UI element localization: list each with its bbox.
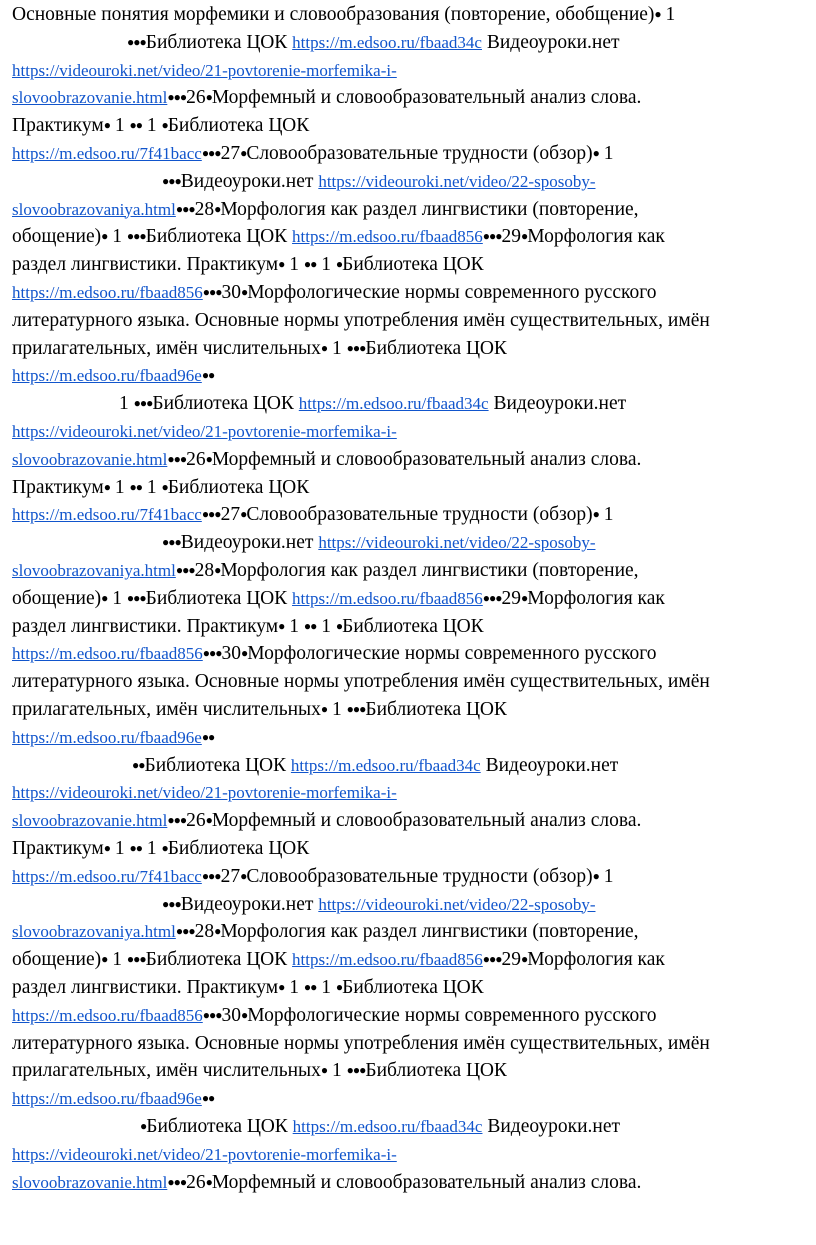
text-line	[12, 641, 656, 667]
text-line	[12, 530, 595, 556]
line-text: Видеоуроки.нет	[480, 754, 619, 776]
line-text: раздел лингвистики. Практикум	[12, 977, 279, 998]
line-text: Морфемный и словообразовательный анализ слова.	[211, 810, 642, 832]
text-line	[12, 975, 484, 1001]
bullet-dot-icon: ●●●	[162, 173, 181, 188]
text-line	[12, 419, 397, 445]
bullet-dot-icon: ●	[521, 952, 528, 967]
bullet-dot-icon: ●	[161, 118, 168, 133]
line-text: Библиотека ЦОК	[365, 337, 507, 359]
line-text: 28	[194, 560, 215, 581]
bullet-dot-icon: ●	[214, 563, 221, 577]
line-text: Морфология как раздел лингвистики (повторение,	[220, 198, 639, 220]
bullet-dot-icon: ●	[241, 646, 248, 661]
bullet-dot-icon: ●●●	[126, 229, 146, 244]
bullet-dot-icon: ●	[320, 1063, 328, 1078]
resource-link[interactable]: slovoobrazovaniya.html	[12, 199, 176, 219]
text-line	[12, 280, 656, 306]
text-line	[12, 308, 710, 334]
text-line	[12, 808, 641, 834]
text-line	[12, 252, 484, 278]
text-line	[12, 113, 309, 139]
bullet-dot-icon: ●	[101, 229, 108, 244]
bullet-dot-icon: ●	[101, 952, 108, 967]
bullet-dot-icon: ●	[320, 340, 328, 355]
text-line	[12, 363, 214, 389]
line-text: 28	[194, 921, 215, 943]
bullet-dot-icon: ●	[240, 868, 247, 883]
line-text: 1	[107, 949, 127, 971]
bullet-dot-icon: ●●●	[202, 646, 222, 661]
line-text: 1	[284, 615, 304, 637]
line-text: 27	[220, 143, 241, 164]
bullet-dot-icon: ●●	[129, 118, 142, 133]
bullet-dot-icon: ●	[592, 507, 599, 522]
line-text: 1	[327, 699, 347, 720]
line-text: литературного языка. Основные нормы употребления имён существительных, имён	[12, 1032, 710, 1054]
line-text: 1	[109, 838, 130, 859]
bullet-dot-icon: ●●	[129, 841, 142, 855]
line-text: 29	[501, 226, 522, 248]
resource-link[interactable]: https://m.edsoo.ru/fbaad856	[12, 644, 203, 664]
bullet-dot-icon: ●●●	[482, 952, 502, 967]
bullet-dot-icon: ●	[103, 479, 110, 494]
resource-link[interactable]: slovoobrazovanie.html	[12, 88, 168, 108]
bullet-dot-icon: ●	[240, 507, 247, 522]
bullet-dot-icon: ●●	[303, 980, 317, 994]
line-text: Видеоуроки.нет	[180, 893, 319, 915]
line-text: 1	[119, 393, 134, 415]
text-line	[12, 1031, 710, 1057]
line-text: Видеоуроки.нет	[481, 31, 620, 53]
line-text: раздел лингвистики. Практикум	[12, 254, 279, 276]
line-text: Практикум	[12, 476, 104, 498]
text-line	[12, 30, 620, 56]
line-text: 26	[186, 448, 206, 470]
line-text: Морфологические нормы современного русского	[247, 282, 657, 303]
resource-link[interactable]: https://m.edsoo.ru/fbaad856	[292, 950, 483, 970]
bullet-dot-icon: ●●●	[201, 868, 221, 883]
line-text: Библиотека ЦОК	[365, 699, 507, 720]
resource-link[interactable]: https://videouroki.net/video/21-povtorenie-morfemika-i-	[12, 1144, 397, 1164]
resource-link[interactable]: https://m.edsoo.ru/fbaad34c	[292, 1117, 483, 1136]
bullet-dot-icon: ●	[592, 868, 599, 883]
line-text: Видеоуроки.нет	[180, 532, 319, 554]
bullet-dot-icon: ●●	[303, 257, 317, 272]
line-text: 1	[109, 115, 130, 137]
bullet-dot-icon: ●●●	[346, 1063, 366, 1078]
text-line	[12, 864, 613, 890]
line-text: 29	[501, 949, 522, 971]
line-text: 26	[186, 1171, 206, 1193]
text-line	[12, 892, 595, 918]
bullet-dot-icon: ●●●	[167, 451, 187, 466]
bullet-dot-icon: ●●●	[133, 396, 153, 411]
text-line	[12, 669, 710, 695]
bullet-dot-icon: ●●●	[175, 563, 195, 577]
line-text: Библиотека ЦОК	[145, 587, 293, 609]
line-text: Словообразовательные трудности (обзор)	[246, 865, 593, 887]
line-text: Морфология как раздел лингвистики (повторение,	[220, 560, 639, 581]
bullet-dot-icon: ●●●	[482, 590, 502, 605]
line-text: Словообразовательные трудности (обзор)	[246, 504, 593, 526]
bullet-dot-icon: ●	[103, 118, 110, 133]
line-text: Видеоуроки.нет	[488, 393, 627, 415]
resource-link[interactable]: https://m.edsoo.ru/fbaad856	[12, 1005, 203, 1025]
text-line	[12, 697, 507, 723]
line-text: 1	[316, 977, 336, 998]
text-line	[12, 502, 613, 528]
line-text: 1	[598, 865, 614, 887]
resource-link[interactable]: https://m.edsoo.ru/fbaad34c	[298, 394, 489, 414]
line-text: Библиотека ЦОК	[167, 476, 310, 498]
line-text: Видеоуроки.нет	[482, 1116, 621, 1137]
text-line	[12, 947, 665, 973]
bullet-dot-icon: ●●●	[167, 1174, 187, 1189]
line-text: 28	[194, 198, 215, 220]
line-text: 30	[221, 282, 242, 303]
line-text: прилагательных, имён числительных	[12, 699, 321, 720]
line-text: Морфология как раздел лингвистики (повторение,	[220, 921, 639, 943]
bullet-dot-icon: ●●●	[201, 146, 221, 160]
bullet-dot-icon: ●	[278, 980, 285, 994]
line-text: Практикум	[12, 115, 104, 137]
bullet-dot-icon: ●●●	[482, 229, 502, 244]
line-text: 1	[660, 4, 676, 25]
line-text: 26	[186, 810, 206, 832]
bullet-dot-icon: ●	[521, 590, 528, 605]
resource-link[interactable]: https://m.edsoo.ru/7f41bacc	[12, 144, 202, 163]
resource-link[interactable]: https://videouroki.net/video/22-sposoby-	[318, 894, 596, 914]
resource-link[interactable]: https://videouroki.net/video/22-sposoby-	[318, 171, 596, 191]
bullet-dot-icon: ●●●	[346, 702, 366, 716]
bullet-dot-icon: ●●●	[175, 924, 195, 939]
bullet-dot-icon: ●	[521, 229, 528, 244]
text-line	[12, 753, 618, 779]
bullet-dot-icon: ●●●	[167, 813, 187, 828]
text-line	[12, 1142, 397, 1168]
resource-link[interactable]: https://m.edsoo.ru/fbaad856	[12, 283, 203, 302]
line-text: Библиотека ЦОК	[342, 977, 484, 998]
bullet-dot-icon: ●●●	[126, 952, 146, 967]
line-text: Библиотека ЦОК	[342, 254, 484, 276]
line-text: 1	[316, 254, 336, 276]
bullet-dot-icon: ●●	[129, 479, 142, 494]
resource-link[interactable]: slovoobrazovanie.html	[12, 811, 168, 831]
bullet-dot-icon: ●	[205, 813, 212, 828]
bullet-dot-icon: ●	[161, 841, 168, 855]
line-text: Морфология как	[527, 587, 665, 609]
line-text: Словообразовательные трудности (обзор)	[246, 143, 593, 164]
text-line	[12, 725, 214, 751]
line-text: обощение)	[12, 949, 102, 971]
line-text: 1	[141, 838, 162, 859]
bullet-dot-icon: ●●●	[202, 285, 222, 299]
line-text: 1	[109, 476, 130, 498]
line-text: литературного языка. Основные нормы употребления имён существительных, имён	[12, 671, 710, 693]
resource-link[interactable]: https://m.edsoo.ru/7f41bacc	[12, 505, 202, 525]
line-text: обощение)	[12, 587, 102, 609]
line-text: Морфологические нормы современного русского	[247, 643, 657, 665]
bullet-dot-icon: ●●●	[126, 590, 146, 605]
line-text: Морфология как	[527, 949, 665, 971]
bullet-dot-icon: ●●●	[346, 340, 366, 355]
resource-link[interactable]: https://m.edsoo.ru/fbaad856	[292, 588, 483, 608]
text-line	[12, 919, 639, 945]
line-text: 1	[107, 226, 127, 248]
bullet-dot-icon: ●●	[201, 368, 215, 383]
line-text: Морфологические нормы современного русского	[247, 1004, 657, 1026]
line-text: Библиотека ЦОК	[145, 31, 293, 53]
bullet-dot-icon: ●●●	[201, 507, 221, 522]
line-text: 1	[316, 615, 336, 637]
line-text: Библиотека ЦОК	[152, 393, 299, 415]
bullet-dot-icon: ●	[101, 590, 108, 605]
bullet-dot-icon: ●	[214, 201, 221, 216]
bullet-dot-icon: ●●	[201, 729, 215, 744]
text-line	[12, 2, 675, 28]
resource-link[interactable]: https://m.edsoo.ru/7f41bacc	[12, 866, 202, 886]
line-text: 1	[598, 504, 614, 526]
line-text: 30	[221, 1004, 242, 1026]
line-text: Библиотека ЦОК	[342, 615, 484, 637]
resource-link[interactable]: https://m.edsoo.ru/fbaad34c	[292, 32, 482, 52]
line-text: Библиотека ЦОК	[145, 226, 293, 248]
resource-link[interactable]: https://videouroki.net/video/21-povtorenie-morfemika-i-	[12, 422, 397, 441]
bullet-dot-icon: ●●●	[162, 535, 181, 550]
resource-link[interactable]: https://m.edsoo.ru/fbaad96e	[12, 1089, 202, 1109]
line-text: 1	[141, 115, 162, 137]
line-text: 1	[327, 1060, 347, 1082]
line-text: литературного языка. Основные нормы употребления имён существительных, имён	[12, 309, 710, 331]
text-line	[12, 558, 639, 584]
bullet-dot-icon: ●	[161, 479, 168, 494]
text-line	[12, 1003, 656, 1029]
text-line	[12, 614, 484, 640]
resource-link[interactable]: slovoobrazovaniya.html	[12, 922, 176, 942]
line-text: Практикум	[12, 838, 104, 859]
resource-link[interactable]: https://videouroki.net/video/21-povtorenie-morfemika-i-	[12, 60, 397, 80]
resource-link[interactable]: https://videouroki.net/video/21-povtorenie-morfemika-i-	[12, 783, 397, 803]
line-text: Библиотека ЦОК	[167, 838, 310, 859]
resource-link[interactable]: https://m.edsoo.ru/fbaad856	[292, 227, 483, 247]
text-line	[12, 780, 397, 806]
resource-link[interactable]: https://m.edsoo.ru/fbaad96e	[12, 366, 202, 386]
line-text: Морфемный и словообразовательный анализ слова.	[211, 448, 642, 470]
bullet-dot-icon: ●	[205, 90, 212, 105]
bullet-dot-icon: ●●●	[162, 896, 181, 911]
text-line	[12, 141, 613, 167]
bullet-dot-icon: ●●●	[175, 201, 195, 216]
line-text: прилагательных, имён числительных	[12, 1060, 321, 1082]
bullet-dot-icon: ●	[320, 702, 328, 716]
text-line	[12, 197, 639, 223]
line-text: обощение)	[12, 226, 102, 248]
text-line	[12, 58, 397, 84]
text-line	[12, 169, 595, 195]
text-line	[12, 1170, 641, 1196]
bullet-dot-icon: ●	[278, 618, 285, 633]
line-text: 29	[501, 587, 522, 609]
bullet-dot-icon: ●	[592, 146, 599, 160]
bullet-dot-icon: ●●	[201, 1091, 215, 1106]
text-line	[12, 85, 641, 111]
bullet-dot-icon: ●	[241, 1007, 248, 1022]
bullet-dot-icon: ●	[205, 451, 212, 466]
text-line	[12, 391, 626, 417]
line-text: 1	[141, 476, 162, 498]
bullet-dot-icon: ●	[278, 257, 285, 272]
line-text: Библиотека ЦОК	[167, 115, 310, 137]
line-text: Библиотека ЦОК	[145, 949, 293, 971]
line-text: 1	[284, 977, 304, 998]
bullet-dot-icon: ●	[205, 1174, 212, 1189]
bullet-dot-icon: ●	[654, 7, 661, 21]
resource-link[interactable]: https://m.edsoo.ru/fbaad34c	[290, 755, 481, 775]
bullet-dot-icon: ●●●	[167, 90, 187, 105]
text-line	[12, 1086, 214, 1112]
line-text: 1	[284, 254, 304, 276]
bullet-dot-icon: ●	[335, 257, 343, 272]
bullet-dot-icon: ●●	[132, 757, 145, 772]
bullet-dot-icon: ●	[335, 618, 343, 633]
bullet-dot-icon: ●	[335, 980, 343, 994]
line-text: Морфемный и словообразовательный анализ слова.	[211, 1171, 642, 1193]
line-text: 26	[186, 87, 206, 109]
resource-link[interactable]: https://videouroki.net/video/22-sposoby-	[318, 533, 596, 553]
bullet-dot-icon: ●	[214, 924, 221, 939]
line-text: 30	[221, 643, 242, 665]
line-text: 1	[598, 143, 614, 164]
line-text: прилагательных, имён числительных	[12, 337, 321, 359]
line-text: Библиотека ЦОК	[365, 1060, 507, 1082]
text-line	[12, 1114, 620, 1140]
bullet-dot-icon: ●●	[303, 618, 317, 633]
bullet-dot-icon: ●	[240, 146, 247, 160]
resource-link[interactable]: slovoobrazovanie.html	[12, 1172, 168, 1192]
line-text: раздел лингвистики. Практикум	[12, 615, 279, 637]
line-text: Библиотека ЦОК	[146, 1116, 293, 1137]
bullet-dot-icon: ●●●	[202, 1007, 222, 1022]
line-text: 1	[107, 587, 127, 609]
text-line	[12, 586, 665, 612]
text-line	[12, 447, 641, 473]
resource-link[interactable]: slovoobrazovanie.html	[12, 449, 168, 469]
text-line	[12, 475, 309, 501]
resource-link[interactable]: slovoobrazovaniya.html	[12, 561, 176, 580]
resource-link[interactable]: https://m.edsoo.ru/fbaad96e	[12, 727, 202, 747]
line-text: Основные понятия морфемики и словообразования (повторение, обобщение)	[12, 4, 655, 25]
line-text: Библиотека ЦОК	[144, 754, 291, 776]
line-text: Видеоуроки.нет	[180, 170, 319, 192]
bullet-dot-icon: ●	[103, 841, 110, 855]
text-line	[12, 836, 309, 862]
bullet-dot-icon: ●	[241, 285, 248, 299]
line-text: Морфология как	[527, 226, 665, 248]
text-line	[12, 224, 665, 250]
text-line	[12, 336, 507, 362]
bullet-dot-icon: ●	[140, 1119, 147, 1133]
line-text: 1	[327, 337, 347, 359]
line-text: 27	[220, 504, 241, 526]
text-line	[12, 1058, 507, 1084]
line-text: 27	[220, 865, 241, 887]
bullet-dot-icon: ●●●	[127, 34, 146, 49]
line-text: Морфемный и словообразовательный анализ слова.	[211, 87, 642, 109]
